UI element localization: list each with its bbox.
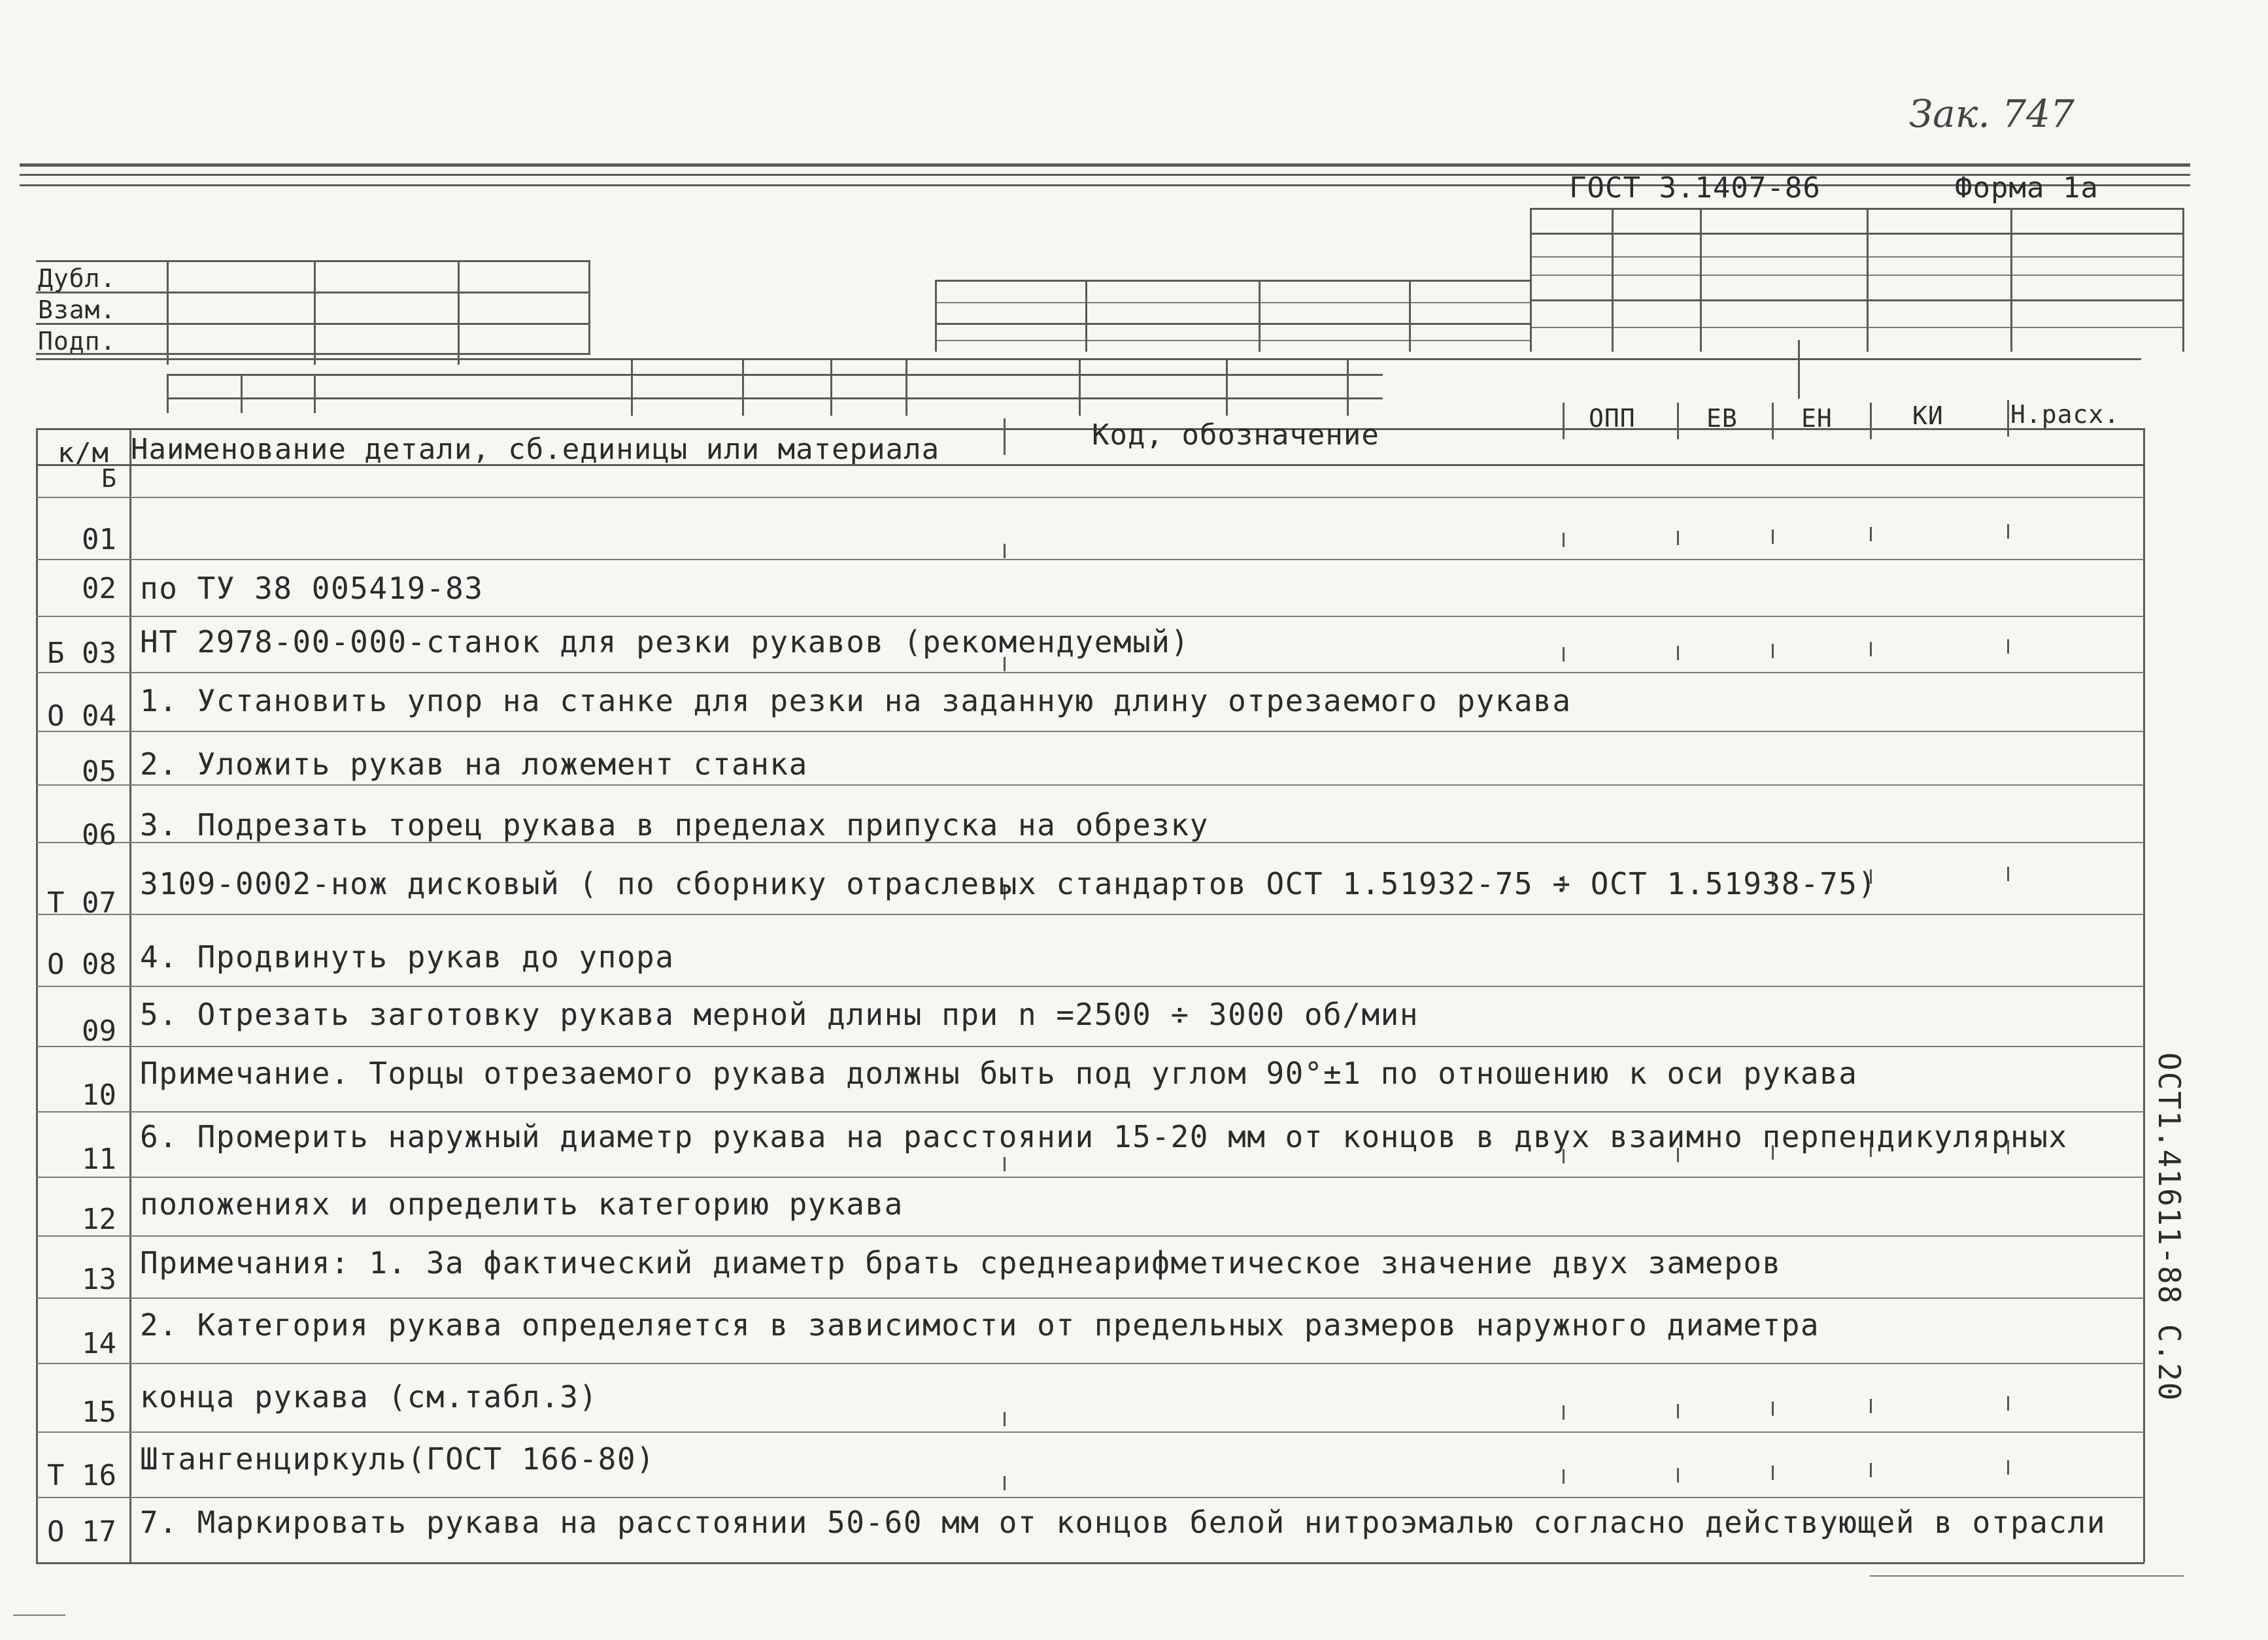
row-number: 11 [82,1143,116,1176]
row-number: Т 07 [47,886,116,920]
row-text: Штангенциркуль(ГОСТ 166-80) [140,1441,656,1477]
top-rule-1 [20,163,2190,167]
row-text: 2. Уложить рукав на ложемент станка [140,746,808,782]
col-opp: ОПП [1589,404,1636,433]
table-right-border [2143,428,2145,1562]
side-document-code: ОСТ1.41611-88 С.20 [2152,1052,2187,1402]
row-number: 09 [82,1014,116,1048]
row-number: 12 [82,1203,116,1236]
row-text: 3109-0002-нож дисковый ( по сборнику отраслевых стандартов ОСТ 1.51932-75 ÷ ОСТ 1.51938-75) [140,866,1877,901]
row-number: 02 [82,572,116,605]
col-name: Наименование детали, сб.единицы или материала [131,433,940,466]
form-label: Форма 1а [1955,171,2099,205]
row-text: 6. Промерить наружный диаметр рукава на расстоянии 15-20 мм от концов в двух взаимно перпендикулярных [140,1119,2068,1154]
row-number: 06 [82,818,116,852]
km-column-border [129,428,131,1562]
row-number: 01 [82,523,116,556]
bottom-rule [1870,1575,2184,1577]
row-text: положениях и определить категорию рукава [140,1186,904,1222]
row-text: конца рукава (см.табл.3) [140,1379,598,1414]
row-text: по ТУ 38 005419-83 [140,571,484,606]
row-number: О 08 [47,948,116,981]
row-number: О 17 [47,1515,116,1548]
bottom-rule-left [13,1615,65,1616]
col-ki: КИ [1912,401,1944,430]
row-text: 1. Установить упор на станке для резки на заданную длину отрезаемого рукава [140,683,1572,718]
row-number: О 04 [47,699,116,733]
approval-podp: Подп. [38,327,116,356]
row-text: 3. Подрезать торец рукава в пределах припуска на обрезку [140,807,1209,843]
col-nrash: Н.расх. [2010,400,2120,429]
row-number: 14 [82,1327,116,1360]
row-text: 4. Продвинуть рукав до упора [140,939,675,975]
row-text: 7. Маркировать рукава на расстоянии 50-60 мм от концов белой нитроэмалью согласно действующей в отрасли [140,1505,2107,1540]
row-text: 2. Категория рукава определяется в зависимости от предельных размеров наружного диаметра [140,1307,1820,1343]
approval-vzam: Взам. [38,295,116,324]
standard-label: ГОСТ 3.1407-86 [1569,171,1821,205]
col-code: Код, обозначение [1092,418,1379,452]
row-number: 13 [82,1263,116,1296]
row-number: Т 16 [47,1459,116,1492]
row-number: 10 [82,1079,116,1112]
approval-dubl: Дубл. [38,264,116,293]
row-number: Б [101,464,116,493]
col-en: ЕН [1801,404,1833,433]
row-text: 5. Отрезать заготовку рукава мерной длины при n =2500 ÷ 3000 об/мин [140,997,1419,1032]
col-ev: ЕВ [1706,404,1738,433]
top-rule-3 [20,184,2190,186]
row-text: Примечания: 1. За фактический диаметр брать среднеарифметическое значение двух замеров [140,1245,1782,1280]
row-text: НТ 2978-00-000-станок для резки рукавов (рекомендуемый) [140,624,1190,660]
row-number: 15 [82,1396,116,1429]
col-km: к/м [58,437,109,469]
row-number: 05 [82,755,116,788]
top-rule-2 [20,174,2190,176]
row-text: Примечание. Торцы отрезаемого рукава должны быть под углом 90°±1 по отношению к оси рукава [140,1056,1858,1091]
row-number: Б 03 [47,637,116,670]
handwritten-order-number: Зак. 747 [1909,92,2074,136]
